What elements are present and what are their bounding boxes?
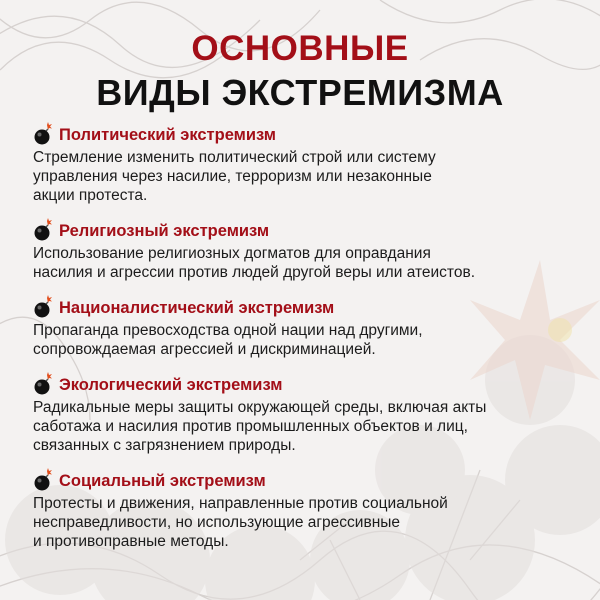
item-title: Экологический экстремизм <box>59 376 283 394</box>
item-title: Социальный экстремизм <box>59 472 266 490</box>
item-title: Религиозный экстремизм <box>59 222 270 240</box>
item-description: Использование религиозных догматов для оправдания насилия и агрессии против людей другой веры или атеистов. <box>33 245 476 281</box>
list-item <box>33 295 588 359</box>
bomb-icon <box>33 468 55 492</box>
item-description: Радикальные меры защиты окружающей среды, включая акты саботажа и насилия против промышленных объектов и лиц, связанных с загрязнением природы. <box>33 399 487 454</box>
list-item <box>33 468 588 551</box>
page-title-line-1: ОСНОВНЫЕ <box>191 29 409 68</box>
bomb-icon <box>33 218 55 242</box>
item-title: Националистический экстремизм <box>59 299 335 317</box>
page-title-line-2: ВИДЫ ЭКСТРЕМИЗМА <box>96 72 504 113</box>
item-description: Стремление изменить политический строй или систему управления через насилие, терроризм или незаконные акции протеста. <box>33 149 436 204</box>
item-title: Политический экстремизм <box>59 126 277 144</box>
list-item <box>33 122 588 205</box>
bomb-icon <box>33 372 55 396</box>
item-description: Протесты и движения, направленные против социальной несправедливости, но использующие агрессивные и противоправные методы. <box>33 495 448 550</box>
item-description: Пропаганда превосходства одной нации над другими, сопровождаемая агрессией и дискриминацией. <box>33 322 423 358</box>
bomb-icon <box>33 122 55 146</box>
bomb-icon <box>33 295 55 319</box>
list-item <box>33 218 588 282</box>
list-item <box>33 372 588 455</box>
